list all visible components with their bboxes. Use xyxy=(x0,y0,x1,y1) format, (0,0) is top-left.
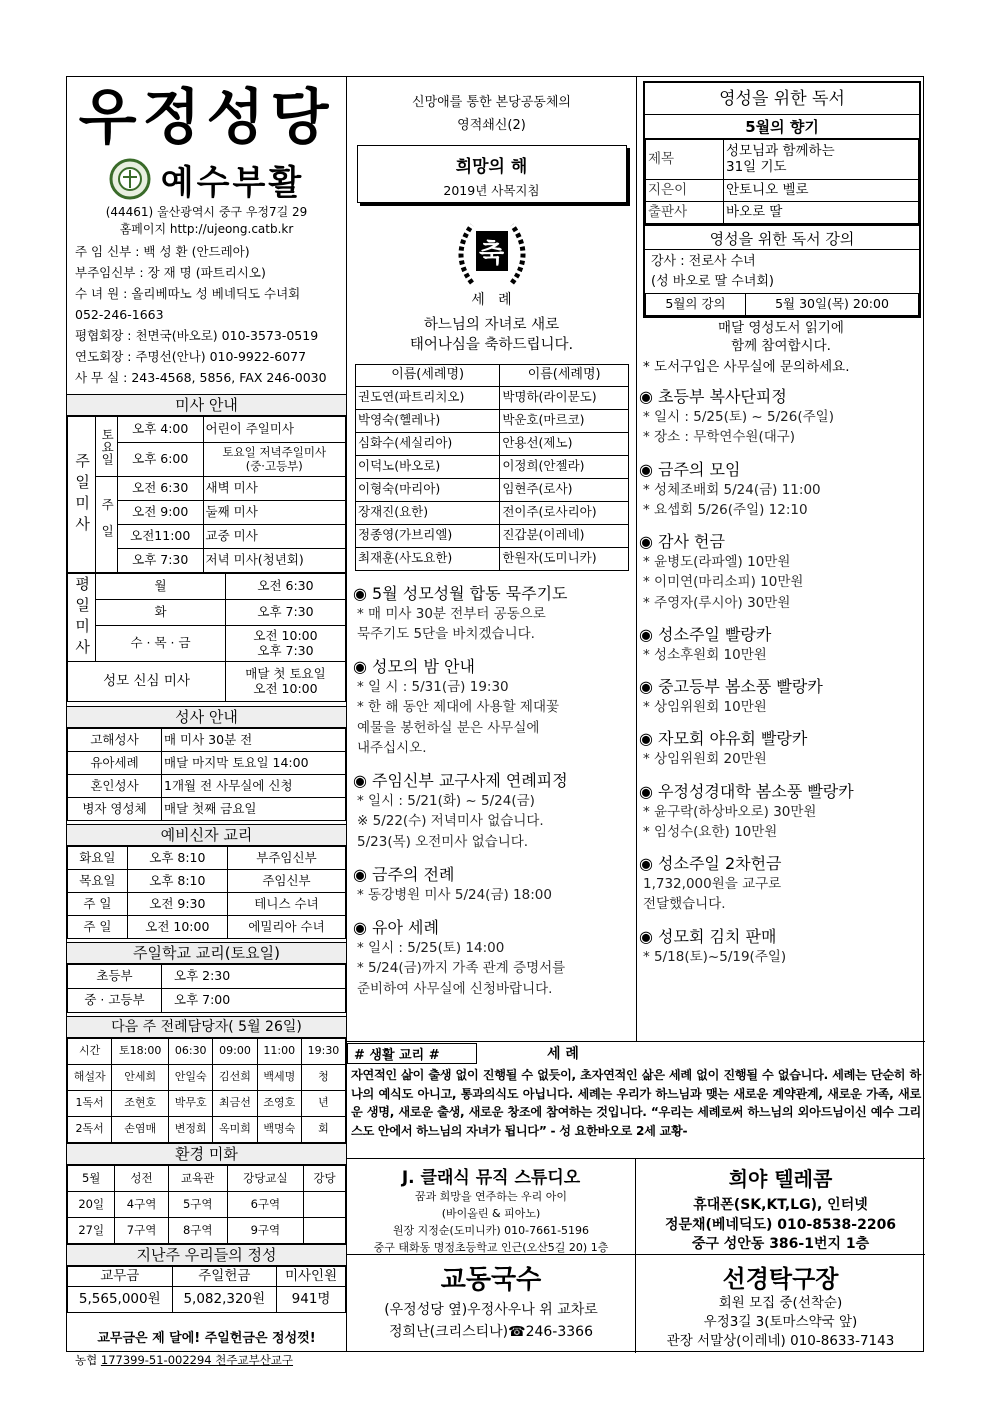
ad-music-studio xyxy=(347,1159,636,1255)
weekday-mass-label: 평일미사 xyxy=(68,574,96,662)
table-row xyxy=(356,501,629,524)
environment-header: 성전 xyxy=(115,1166,168,1192)
book-label: 출판사 xyxy=(646,202,724,224)
liturgy-cell: 김선희 xyxy=(213,1065,257,1091)
marian-mass-time: 매달 첫 토요일 오전 10:00 xyxy=(226,662,346,702)
offering-header: 교무금 xyxy=(68,1267,173,1287)
sacrament-info: 매 미사 30분 전 xyxy=(162,729,346,752)
class-time: 오후 2:30 xyxy=(162,965,346,989)
notice-line: * 일시 : 5/25(토) ~ 5/26(주일) xyxy=(643,409,834,426)
table-header xyxy=(68,1267,346,1287)
notice-title: ◉ 주임신부 교구사제 연례피정 xyxy=(353,771,568,791)
table-row xyxy=(356,432,629,455)
ad-title: J. 클래식 뮤직 스튜디오 xyxy=(401,1168,581,1188)
table-row xyxy=(68,1117,346,1143)
notice-line: * 윤구락(하상바오로) 30만원 xyxy=(643,803,817,820)
table-row xyxy=(68,916,346,939)
notice-line: * 성체조배회 5/24(금) 11:00 xyxy=(643,481,821,498)
sacrament-name: 고해성사 xyxy=(68,729,162,752)
life-title: 세 례 xyxy=(547,1046,579,1062)
staff-role: 부주임신부 xyxy=(75,265,136,280)
year-box xyxy=(357,145,627,203)
class-time: 오후 7:00 xyxy=(162,989,346,1013)
class-name: 중 · 고등부 xyxy=(68,989,162,1013)
liturgy-cell: 백명숙 xyxy=(257,1117,301,1143)
baptized-name: 박영숙(헬레나) xyxy=(356,409,500,432)
notice xyxy=(639,457,925,521)
table-row xyxy=(68,1192,346,1218)
catechumen-cell: 부주임신부 xyxy=(227,847,345,870)
staff-role: 연도회장 xyxy=(75,349,124,364)
right-column xyxy=(637,77,925,1041)
notice-title: ◉ 금주의 모임 xyxy=(639,459,741,479)
ad-telecom xyxy=(636,1159,925,1255)
notice xyxy=(353,654,636,758)
middle-column xyxy=(347,77,637,1041)
liturgy-cell: 2독서 xyxy=(68,1117,112,1143)
offering-value: 5,565,000원 xyxy=(68,1287,173,1313)
notice-line: * 주영자(루시아) 30만원 xyxy=(643,594,791,611)
notice-line: * 5/24(금)까지 가족 관계 증명서를 준비하여 사무실에 신청바랍니다. xyxy=(357,960,566,997)
table-row xyxy=(356,478,629,501)
table-header xyxy=(356,364,629,386)
table-row xyxy=(68,798,346,821)
notice xyxy=(639,924,925,967)
notice xyxy=(639,529,925,613)
sunday-school-table xyxy=(67,964,346,1013)
environment-cell: 7구역 xyxy=(115,1218,168,1244)
ad-grid xyxy=(347,1159,925,1353)
notice-line: * 이미연(마리소피) 10만원 xyxy=(643,574,804,591)
catechumen-cell: 화요일 xyxy=(68,847,128,870)
staff-name: 주명선(안나) 010-9922-6077 xyxy=(135,349,307,364)
notice-title: ◉ 초등부 복사단피정 xyxy=(639,387,787,407)
bulletin xyxy=(66,76,924,1367)
baptized-name: 임현주(로사) xyxy=(500,478,629,501)
catechumen-cell: 주 일 xyxy=(68,916,128,939)
staff-name: 천면국(바오로) 010-3573-0519 xyxy=(135,328,319,343)
year-title: 희망의 해 xyxy=(455,157,528,177)
offering-header: 미사인원 xyxy=(277,1267,346,1287)
liturgy-cell: 년 xyxy=(301,1091,345,1117)
life-text: 자연적인 삶이 출생 없이 진행될 수 없듯이, 초자연적인 삶은 세례 없이 진행될 수 없습니다. 세례는 단순히 하나의 예식도 아니고, 통과의식도 아닙니다. 세례는 우리가 하느님과 맺는 새로운 계약관계, 새로운 가족, 새로운 생명, 새로운 출생, 새로운 창조에 참여하는 것입니다. “우리는 세례로써 하느님의 외아드님이신 예수 그리스도 안에서 하느님의 자녀가 됩니다” - 성 요한바오로 2세 교황- xyxy=(351,1068,921,1138)
mass-time: 오전 6:30 xyxy=(118,477,204,501)
table-row xyxy=(356,455,629,478)
notice-title: ◉ 성소주일 빨랑카 xyxy=(639,624,772,644)
right-notices xyxy=(637,384,925,967)
notice-title: ◉ 자모회 야유회 빨랑카 xyxy=(639,729,808,749)
mission-line1: 신망애를 통한 본당공동체의 xyxy=(412,95,571,110)
table-row xyxy=(68,989,346,1013)
mass-name: 새벽 미사 xyxy=(203,477,346,501)
liturgy-cell: 안세희 xyxy=(112,1065,169,1091)
sunday-label: 주일 xyxy=(96,477,118,573)
notice-line: * 상임위원회 20만원 xyxy=(643,751,767,768)
sacrament-info: 매달 첫째 금요일 xyxy=(162,798,346,821)
lecturer: 강사 : 전로사 수녀 (성 바오로 딸 수녀회) xyxy=(651,254,775,289)
notice-title: ◉ 우정성경대학 봄소풍 빨랑카 xyxy=(639,781,854,801)
notice-line: * 성소후원회 10만원 xyxy=(643,646,767,663)
sunday-mass-label: 주일미사 xyxy=(68,417,96,573)
sacrament-info: 1개월 전 사무실에 신청 xyxy=(162,775,346,798)
ad-text: 회원 모집 중(선착순) 우정3길 3(토마스약국 앞) 관장 서말상(이레네) 010-8633-7143 xyxy=(666,1295,895,1349)
address: (44461) 울산광역시 중구 우정7길 29 xyxy=(105,205,308,219)
mass-title: 미사 안내 xyxy=(67,394,346,416)
catechumen-title: 예비신자 교리 xyxy=(67,824,346,846)
environment-cell xyxy=(303,1192,345,1218)
environment-header: 교육관 xyxy=(168,1166,227,1192)
environment-header: 강당교실 xyxy=(227,1166,303,1192)
lecture-date: 5월 30일(목) 20:00 xyxy=(746,294,919,316)
staff-name: 올리베따노 성 베네딕도 수녀회 052-246-1663 xyxy=(75,286,301,322)
purchase-note: * 도서구입은 사무실에 문의하세요. xyxy=(643,359,850,376)
environment-cell: 5구역 xyxy=(168,1192,227,1218)
table-row xyxy=(68,965,346,989)
lecture-title: 영성을 위한 독서 강의 xyxy=(645,224,919,250)
baptized-name: 전이주(로사리아) xyxy=(500,501,629,524)
mass-name: 둘째 미사 xyxy=(203,501,346,525)
reading-title: 영성을 위한 독서 xyxy=(645,83,919,115)
notice-title: ◉ 유아 세례 xyxy=(353,918,439,938)
book-table xyxy=(645,139,919,224)
offering-slogan: 교무금은 제 달에! 주일헌금은 정성껏! xyxy=(97,1331,316,1346)
book-label: 제목 xyxy=(646,140,724,180)
notice-line: * 상임위원회 10만원 xyxy=(643,699,767,716)
month-title: 5월의 향기 xyxy=(645,115,919,139)
notice xyxy=(639,779,925,843)
table-row xyxy=(356,386,629,409)
notice-line: * 매 미사 30분 전부터 공동으로 묵주기도 5단을 바치겠습니다. xyxy=(357,605,546,642)
book-label: 지은이 xyxy=(646,180,724,202)
notice-line: * 한 해 동안 제대에 사용할 제대꽃 예물을 봉헌하실 분은 사무실에 내주십시오. xyxy=(357,699,560,756)
notice-line: * 일시 : 5/21(화) ~ 5/24(금) xyxy=(357,793,535,810)
book-value: 성모님과 함께하는 31일 기도 xyxy=(724,140,919,180)
liturgy-cell: 백세명 xyxy=(257,1065,301,1091)
table-row xyxy=(68,752,346,775)
catechumen-cell: 오후 8:10 xyxy=(127,870,227,893)
baptized-name: 안용선(제노) xyxy=(500,432,629,455)
staff-role: 사 무 실 xyxy=(75,370,120,385)
liturgy-cell: 청 xyxy=(301,1065,345,1091)
liturgy-header: 09:00 xyxy=(213,1039,257,1065)
notice xyxy=(353,862,636,905)
liturgy-cell: 조현호 xyxy=(112,1091,169,1117)
notice-title: ◉ 5월 성모성월 합동 묵주기도 xyxy=(353,583,568,603)
weekday: 월 xyxy=(96,574,226,600)
catechumen-cell: 테니스 수녀 xyxy=(227,893,345,916)
mass-table xyxy=(67,416,346,573)
notice-title: ◉ 성모의 밤 안내 xyxy=(353,657,475,677)
ad-text: (우정성당 옆)우정사우나 위 교차로 정희난(크리스티나)☎246-3366 xyxy=(384,1302,598,1340)
notice-line: * 요셉회 5/26(주일) 12:10 xyxy=(643,501,808,518)
notice xyxy=(639,674,925,717)
names-header: 이름(세례명) xyxy=(356,364,500,386)
sacrament-name: 병자 영성체 xyxy=(68,798,162,821)
liturgy-header: 06:30 xyxy=(169,1039,213,1065)
table-row xyxy=(356,524,629,547)
staff-name: 장 재 명 (파트리시오) xyxy=(147,265,266,280)
marian-mass-label: 성모 신심 미사 xyxy=(68,662,226,702)
liturgy-header: 토18:00 xyxy=(112,1039,169,1065)
liturgy-header: 시간 xyxy=(68,1039,112,1065)
baptized-name: 박운호(마르코) xyxy=(500,409,629,432)
liturgy-cell: 최금선 xyxy=(213,1091,257,1117)
staff-row: 부주임신부 : 장 재 명 (파트리시오) xyxy=(75,265,266,280)
notice-title: ◉ 감사 헌금 xyxy=(639,532,725,552)
liturgy-cell: 1독서 xyxy=(68,1091,112,1117)
ad-title: 교동국수 xyxy=(440,1265,542,1295)
notice-line: * 5/18(토)~5/19(주일) xyxy=(643,948,787,965)
ad-noodles xyxy=(347,1255,636,1353)
life-label: # 생활 교리 # xyxy=(347,1043,477,1064)
liturgy-cell: 변정희 xyxy=(169,1117,213,1143)
baptized-name: 정종영(가브리엘) xyxy=(356,524,500,547)
sacrament-name: 유아세례 xyxy=(68,752,162,775)
names-header: 이름(세례명) xyxy=(500,364,629,386)
liturgy-title: 다음 주 전례담당자( 5월 26일) xyxy=(67,1016,346,1038)
mass-time: 오후 6:00 xyxy=(118,443,204,477)
notice-title: ◉ 성모회 김치 판매 xyxy=(639,926,777,946)
notice-line: * 장소 : 무학연수원(대구) xyxy=(643,429,796,446)
table-row xyxy=(68,1287,346,1313)
liturgy-cell: 옥미희 xyxy=(213,1117,257,1143)
book-value: 바오로 딸 xyxy=(724,202,919,224)
church-title: 우정성당 xyxy=(78,83,335,153)
notice xyxy=(353,915,636,999)
catechumen-cell: 에밀리아 수녀 xyxy=(227,916,345,939)
notice-title: ◉ 성소주일 2차헌금 xyxy=(639,854,782,874)
mass-time: 오후 4:00 xyxy=(118,417,204,443)
notice-line: * 윤병도(라파엘) 10만원 xyxy=(643,554,791,571)
notice xyxy=(639,726,925,769)
offering-title: 지난주 우리들의 정성 xyxy=(67,1244,346,1266)
staff-row: 사 무 실 : 243-4568, 5856, FAX 246-0030 xyxy=(75,370,327,385)
lecture-table xyxy=(645,293,919,316)
notice-line: * 임성수(요한) 10만원 xyxy=(643,823,778,840)
table-row xyxy=(68,870,346,893)
church-logo-icon xyxy=(109,158,151,200)
baptized-name: 한원자(도미니카) xyxy=(500,547,629,570)
staff-role: 평협회장 xyxy=(75,328,124,343)
sacraments-title: 성사 안내 xyxy=(67,706,346,728)
baptized-name: 심화수(세실리아) xyxy=(356,432,500,455)
baptized-name: 이형숙(마리아) xyxy=(356,478,500,501)
reading-box xyxy=(643,81,921,318)
baptized-name: 장재진(요한) xyxy=(356,501,500,524)
table-row xyxy=(356,547,629,570)
table-row xyxy=(356,409,629,432)
mass-name: 토요일 저녁주일미사 (중·고등부) xyxy=(203,443,346,477)
baptism-label: 세 례 xyxy=(471,292,512,308)
baptized-name: 최재훈(사도요한) xyxy=(356,547,500,570)
bank-account: 177399-51-002294 천주교부산교구 xyxy=(100,1353,294,1367)
catechumen-cell: 주임신부 xyxy=(227,870,345,893)
liturgy-header: 19:30 xyxy=(301,1039,345,1065)
table-header xyxy=(68,1166,346,1192)
ad-title: 선경탁구장 xyxy=(722,1265,839,1293)
weekday: 화 xyxy=(96,600,226,626)
mass-time: 오전 10:00 오후 7:30 xyxy=(226,626,346,662)
ad-title: 희야 텔레콤 xyxy=(728,1167,833,1191)
mass-time: 오후 7:30 xyxy=(118,549,204,573)
left-column xyxy=(67,77,347,1367)
liturgy-cell: 안일숙 xyxy=(169,1065,213,1091)
notice-title: ◉ 중고등부 봄소풍 빨랑카 xyxy=(639,677,823,697)
notice xyxy=(639,851,925,915)
sacrament-info: 매달 마지막 토요일 14:00 xyxy=(162,752,346,775)
baptized-name: 이정희(안젤라) xyxy=(500,455,629,478)
table-row xyxy=(68,729,346,752)
catechumen-cell: 오전 10:00 xyxy=(127,916,227,939)
sacraments-table xyxy=(67,728,346,821)
catechumen-cell: 주 일 xyxy=(68,893,128,916)
liturgy-cell: 회 xyxy=(301,1117,345,1143)
table-row xyxy=(646,202,919,224)
mass-time: 오전11:00 xyxy=(118,525,204,549)
table-row xyxy=(68,1065,346,1091)
staff-row: 평협회장 : 천면국(바오로) 010-3573-0519 xyxy=(75,328,319,343)
staff-row: 주 임 신부 : 백 성 환 (안드레아) xyxy=(75,244,250,259)
bank-label: 농협 xyxy=(75,1353,98,1367)
ad-text: 꿈과 희망을 연주하는 우리 아이 (바이올린 & 피아노) 원장 지정순(도미니카) 010-7661-5196 중구 태화동 명정초등학교 인근(오산5길 20) 1층 xyxy=(373,1190,609,1255)
mass-time: 오전 6:30 xyxy=(226,574,346,600)
notice-line: 1,732,000원을 교구로 전달했습니다. xyxy=(643,876,782,913)
environment-header: 5월 xyxy=(68,1166,115,1192)
mass-time: 오후 7:30 xyxy=(226,600,346,626)
book-value: 안토니오 벨로 xyxy=(724,180,919,202)
catechumen-cell: 오전 9:30 xyxy=(127,893,227,916)
offering-value: 941명 xyxy=(277,1287,346,1313)
notice-line: * 동강병원 미사 5/24(금) 18:00 xyxy=(357,886,552,903)
celebrate-char: 축 xyxy=(478,239,505,269)
mass-name: 어린이 주일미사 xyxy=(203,417,346,443)
liturgy-cell: 박무호 xyxy=(169,1091,213,1117)
staff-list xyxy=(67,241,346,388)
notice-line: * 일시 : 5/25(토) 14:00 xyxy=(357,940,505,957)
mass-name: 저녁 미사(청년회) xyxy=(203,549,346,573)
liturgy-cell: 손염매 xyxy=(112,1117,169,1143)
environment-cell: 9구역 xyxy=(227,1218,303,1244)
table-row xyxy=(68,1218,346,1244)
liturgy-header: 11:00 xyxy=(257,1039,301,1065)
environment-cell: 20일 xyxy=(68,1192,115,1218)
life-catechesis xyxy=(347,1041,925,1159)
table-header xyxy=(68,1039,346,1065)
liturgy-cell: 해설자 xyxy=(68,1065,112,1091)
baptized-name: 박명하(라이문도) xyxy=(500,386,629,409)
weekday-mass-table xyxy=(67,573,346,702)
homepage-link[interactable]: 홈페이지 http://ujeong.catb.kr xyxy=(119,222,294,236)
table-row xyxy=(646,180,919,202)
ad-table-tennis xyxy=(636,1255,925,1353)
baptized-name: 이덕노(바오로) xyxy=(356,455,500,478)
offering-value: 5,082,320원 xyxy=(172,1287,277,1313)
lecture-label: 5월의 강의 xyxy=(646,294,746,316)
offering-table xyxy=(67,1266,346,1313)
table-row xyxy=(646,140,919,180)
mass-name: 교중 미사 xyxy=(203,525,346,549)
table-row xyxy=(68,893,346,916)
liturgy-table xyxy=(67,1038,346,1143)
environment-cell: 6구역 xyxy=(227,1192,303,1218)
environment-cell xyxy=(303,1218,345,1244)
weekday: 수 · 목 · 금 xyxy=(96,626,226,662)
staff-name: 243-4568, 5856, FAX 246-0030 xyxy=(131,370,327,385)
notice xyxy=(353,768,636,852)
saturday-label: 토요일 xyxy=(96,417,118,477)
staff-row: 연도회장 : 주명선(안나) 010-9922-6077 xyxy=(75,349,307,364)
catechumen-cell: 오후 8:10 xyxy=(127,847,227,870)
baptized-name: 진갑분(이레네) xyxy=(500,524,629,547)
middle-notices xyxy=(347,581,636,999)
table-row xyxy=(68,847,346,870)
reading-invite: 매달 영성도서 읽기에 함께 참여합시다. xyxy=(718,320,844,354)
liturgy-cell: 조영호 xyxy=(257,1091,301,1117)
offering-header: 주일헌금 xyxy=(172,1267,277,1287)
table-row xyxy=(68,775,346,798)
mass-time: 오전 9:00 xyxy=(118,501,204,525)
catechumen-table xyxy=(67,846,346,939)
environment-cell: 4구역 xyxy=(115,1192,168,1218)
environment-title: 환경 미화 xyxy=(67,1143,346,1165)
baptism-names-table xyxy=(355,364,629,571)
environment-cell: 27일 xyxy=(68,1218,115,1244)
notice xyxy=(353,581,636,645)
notice xyxy=(639,384,925,448)
notice-title: ◉ 금주의 전례 xyxy=(353,864,455,884)
logo-text: 예수부활 xyxy=(160,162,305,203)
ad-text: 휴대폰(SK,KT,LG), 인터넷 정문채(베네딕도) 010-8538-2206 중구 성안동 386-1번지 1층 xyxy=(664,1197,897,1253)
sacrament-name: 혼인성사 xyxy=(68,775,162,798)
staff-row: 수 녀 원 : 올리베따노 성 베네딕도 수녀회 052-246-1663 xyxy=(75,286,301,322)
staff-role: 주 임 신부 xyxy=(75,244,132,259)
environment-table xyxy=(67,1165,346,1244)
mission-line2: 영적쇄신(2) xyxy=(457,118,526,133)
notice-line: * 일 시 : 5/31(금) 19:30 xyxy=(357,679,509,696)
environment-header: 강당 xyxy=(303,1166,345,1192)
notice-line: ※ 5/22(수) 저녁미사 없습니다. 5/23(목) 오전미사 없습니다. xyxy=(357,813,544,850)
baptized-name: 권도연(파트리치오) xyxy=(356,386,500,409)
environment-cell: 8구역 xyxy=(168,1218,227,1244)
sunday-school-title: 주일학교 교리(토요일) xyxy=(67,942,346,964)
staff-name: 백 성 환 (안드레아) xyxy=(143,244,250,259)
catechumen-cell: 목요일 xyxy=(68,870,128,893)
staff-role: 수 녀 원 xyxy=(75,286,120,301)
class-name: 초등부 xyxy=(68,965,162,989)
congrats-text: 하느님의 자녀로 새로 태어나심을 축하드립니다. xyxy=(409,317,574,354)
year-subtitle: 2019년 사목지침 xyxy=(443,183,540,198)
table-row xyxy=(68,1091,346,1117)
notice xyxy=(639,622,925,665)
